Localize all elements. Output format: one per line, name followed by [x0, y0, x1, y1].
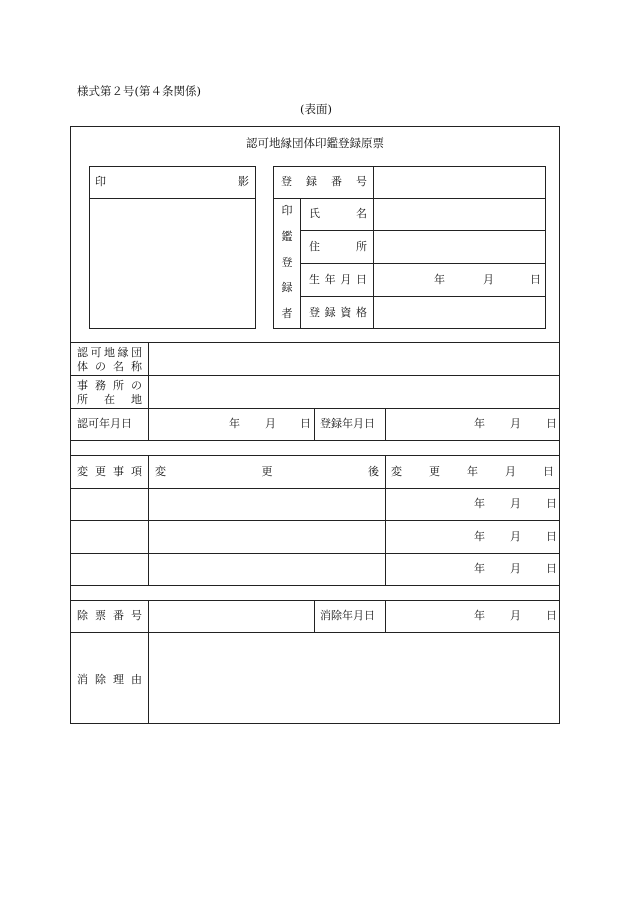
grid-line — [70, 553, 560, 554]
office-label-line1: 事 務 所 の — [77, 379, 142, 392]
form-number-label: 様式第２号(第４条関係) — [77, 84, 201, 98]
seal-header-divider — [89, 198, 256, 199]
grid-line — [70, 600, 560, 601]
grid-line — [385, 600, 386, 632]
grid-line — [148, 600, 149, 724]
birth-day-unit: 日 — [530, 273, 541, 286]
grid-line — [385, 455, 386, 585]
registration-number-label: 登 録 番 号 — [281, 175, 367, 188]
approval-date-label: 認可年月日 — [77, 417, 132, 430]
seal-label-right: 影 — [238, 175, 249, 188]
seal-label-left: 印 — [95, 175, 106, 188]
change-row-year: 年 — [474, 497, 485, 510]
change-row-day: 日 — [546, 530, 557, 543]
change-row-year: 年 — [474, 562, 485, 575]
org-name-label-line1: 認 可 地 縁 団 — [77, 346, 142, 359]
grid-line — [70, 585, 560, 586]
registration-day-unit: 日 — [546, 417, 557, 430]
erase-reason-label: 消 除 理 由 — [77, 673, 142, 686]
reg-divider — [273, 198, 546, 199]
registration-month-unit: 月 — [510, 417, 521, 430]
grid-line — [70, 455, 560, 456]
change-row-month: 月 — [510, 497, 521, 510]
change-row-day: 日 — [546, 497, 557, 510]
registration-date-label: 登録年月日 — [320, 417, 375, 430]
grid-line — [70, 632, 560, 633]
grid-line — [148, 455, 149, 585]
grid-line — [314, 408, 315, 440]
removal-number-label: 除 票 番 号 — [77, 609, 142, 622]
approval-year-unit: 年 — [229, 417, 240, 430]
change-row-month: 月 — [510, 562, 521, 575]
erase-month-unit: 月 — [510, 609, 521, 622]
grid-line — [385, 408, 386, 440]
birth-year-unit: 年 — [434, 273, 445, 286]
form-title: 認可地縁団体印鑑登録原票 — [246, 136, 384, 150]
grid-line — [70, 440, 560, 441]
birth-month-unit: 月 — [483, 273, 494, 286]
birth-date-label: 生 年 月 日 — [309, 273, 367, 286]
after-change-label: 変 更 後 — [155, 465, 379, 478]
reg-divider — [300, 296, 546, 297]
erase-date-label: 消除年月日 — [320, 609, 375, 622]
erase-year-unit: 年 — [474, 609, 485, 622]
grid-line — [70, 488, 560, 489]
seal-registrant-label: 印 鑑 登 録 者 — [281, 204, 293, 320]
change-row-month: 月 — [510, 530, 521, 543]
grid-line — [148, 342, 149, 440]
change-row-year: 年 — [474, 530, 485, 543]
page-side-label: (表面) — [300, 102, 332, 116]
change-row-day: 日 — [546, 562, 557, 575]
reg-divider — [300, 230, 546, 231]
grid-line — [70, 342, 560, 343]
grid-line — [70, 408, 560, 409]
approval-month-unit: 月 — [265, 417, 276, 430]
registration-year-unit: 年 — [474, 417, 485, 430]
reg-divider — [300, 263, 546, 264]
office-label-line2: 所 在 地 — [77, 393, 142, 406]
name-label: 氏 名 — [309, 207, 367, 220]
change-items-label: 変 更 事 項 — [77, 465, 142, 478]
address-label: 住 所 — [309, 240, 367, 253]
seal-impression-box — [89, 166, 256, 329]
grid-line — [314, 600, 315, 632]
reg-divider — [373, 166, 374, 329]
change-date-label: 変 更 年 月 日 — [391, 465, 554, 478]
grid-line — [70, 375, 560, 376]
erase-day-unit: 日 — [546, 609, 557, 622]
approval-day-unit: 日 — [300, 417, 311, 430]
registration-qualification-label: 登 録 資 格 — [309, 306, 367, 319]
reg-divider — [300, 198, 301, 329]
org-name-label-line2: 体 の 名 称 — [77, 360, 142, 373]
grid-line — [70, 520, 560, 521]
